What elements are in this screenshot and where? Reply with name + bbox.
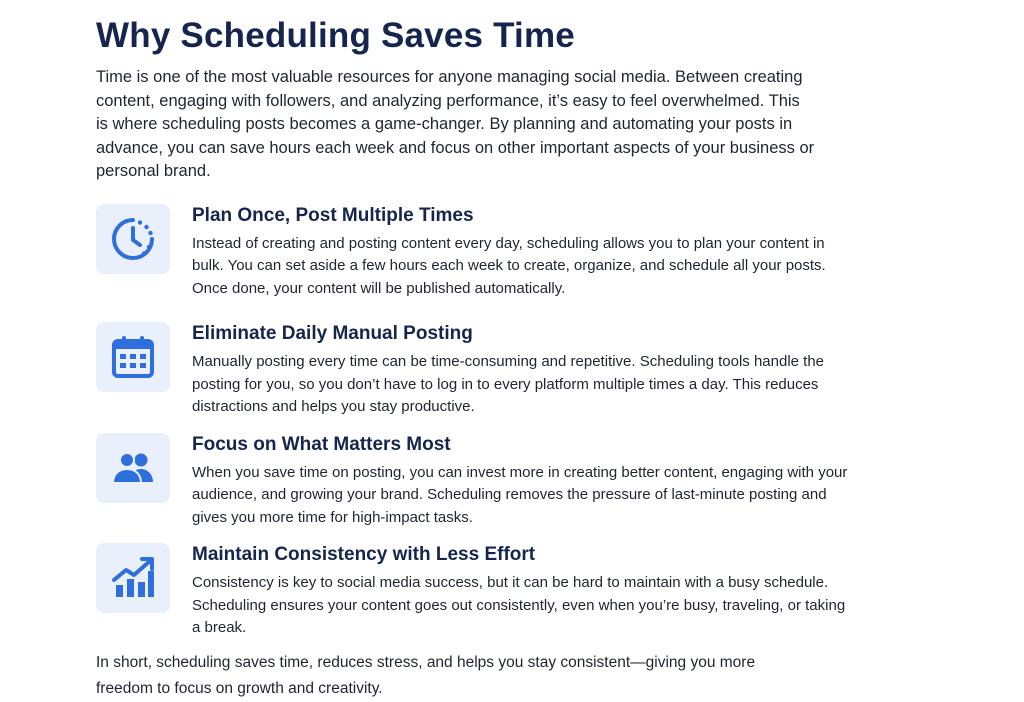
feature-icon-container bbox=[96, 543, 170, 613]
feature-item-eliminate-manual bbox=[96, 322, 856, 419]
feature-description: Consistency is key to social media success, but it can be hard to maintain with a busy schedule. Scheduling ensures your content goes out consistently, even when you’re busy, traveling, or taking a break. bbox=[192, 574, 846, 636]
intro-paragraph: Time is one of the most valuable resources for anyone managing social media. Between creating content, engaging with followers, and analyzing performance, it’s easy to feel overwhelmed. This is where scheduling posts becomes a game-changer. By planning and automating your posts in advance, you can save hours each week and focus on other important aspects of your business or personal brand. bbox=[96, 68, 815, 180]
feature-title: Eliminate Daily Manual Posting bbox=[192, 323, 473, 344]
feature-title: Focus on What Matters Most bbox=[192, 433, 451, 455]
clock-icon bbox=[108, 214, 158, 264]
feature-icon-container bbox=[96, 322, 170, 392]
feature-list bbox=[96, 204, 856, 640]
feature-body bbox=[192, 204, 852, 301]
feature-icon-container bbox=[96, 204, 170, 274]
summary-paragraph: In short, scheduling saves time, reduces stress, and helps you stay consistent—giving you more freedom to focus on growth and creativity. bbox=[96, 653, 756, 697]
growth-chart-icon bbox=[108, 553, 158, 603]
feature-item-focus bbox=[96, 433, 856, 530]
feature-body bbox=[192, 433, 852, 530]
feature-body bbox=[192, 322, 852, 419]
feature-title: Plan Once, Post Multiple Times bbox=[192, 204, 474, 226]
users-icon bbox=[108, 443, 158, 493]
feature-item-plan-once bbox=[96, 204, 856, 301]
article bbox=[96, 14, 856, 702]
feature-body bbox=[192, 543, 852, 640]
feature-description: When you save time on posting, you can invest more in creating better content, engaging with your audience, and growing your brand. Scheduling removes the pressure of last-minute posting and gives you more time for high-impact tasks. bbox=[192, 463, 848, 526]
feature-icon-container bbox=[96, 433, 170, 503]
page-title: Why Scheduling Saves Time bbox=[96, 16, 575, 55]
calendar-icon bbox=[108, 332, 158, 382]
feature-item-consistency bbox=[96, 543, 856, 640]
feature-description: Manually posting every time can be time-consuming and repetitive. Scheduling tools handle the posting for you, so you don’t have to log in to every platform multiple times a day. This reduces distractions and helps you stay productive. bbox=[192, 353, 825, 415]
feature-title: Maintain Consistency with Less Effort bbox=[192, 544, 536, 565]
feature-description: Instead of creating and posting content every day, scheduling allows you to plan your content in bulk. You can set aside a few hours each week to create, organize, and schedule all your posts. Once done, your content will be published automatically. bbox=[192, 234, 826, 297]
